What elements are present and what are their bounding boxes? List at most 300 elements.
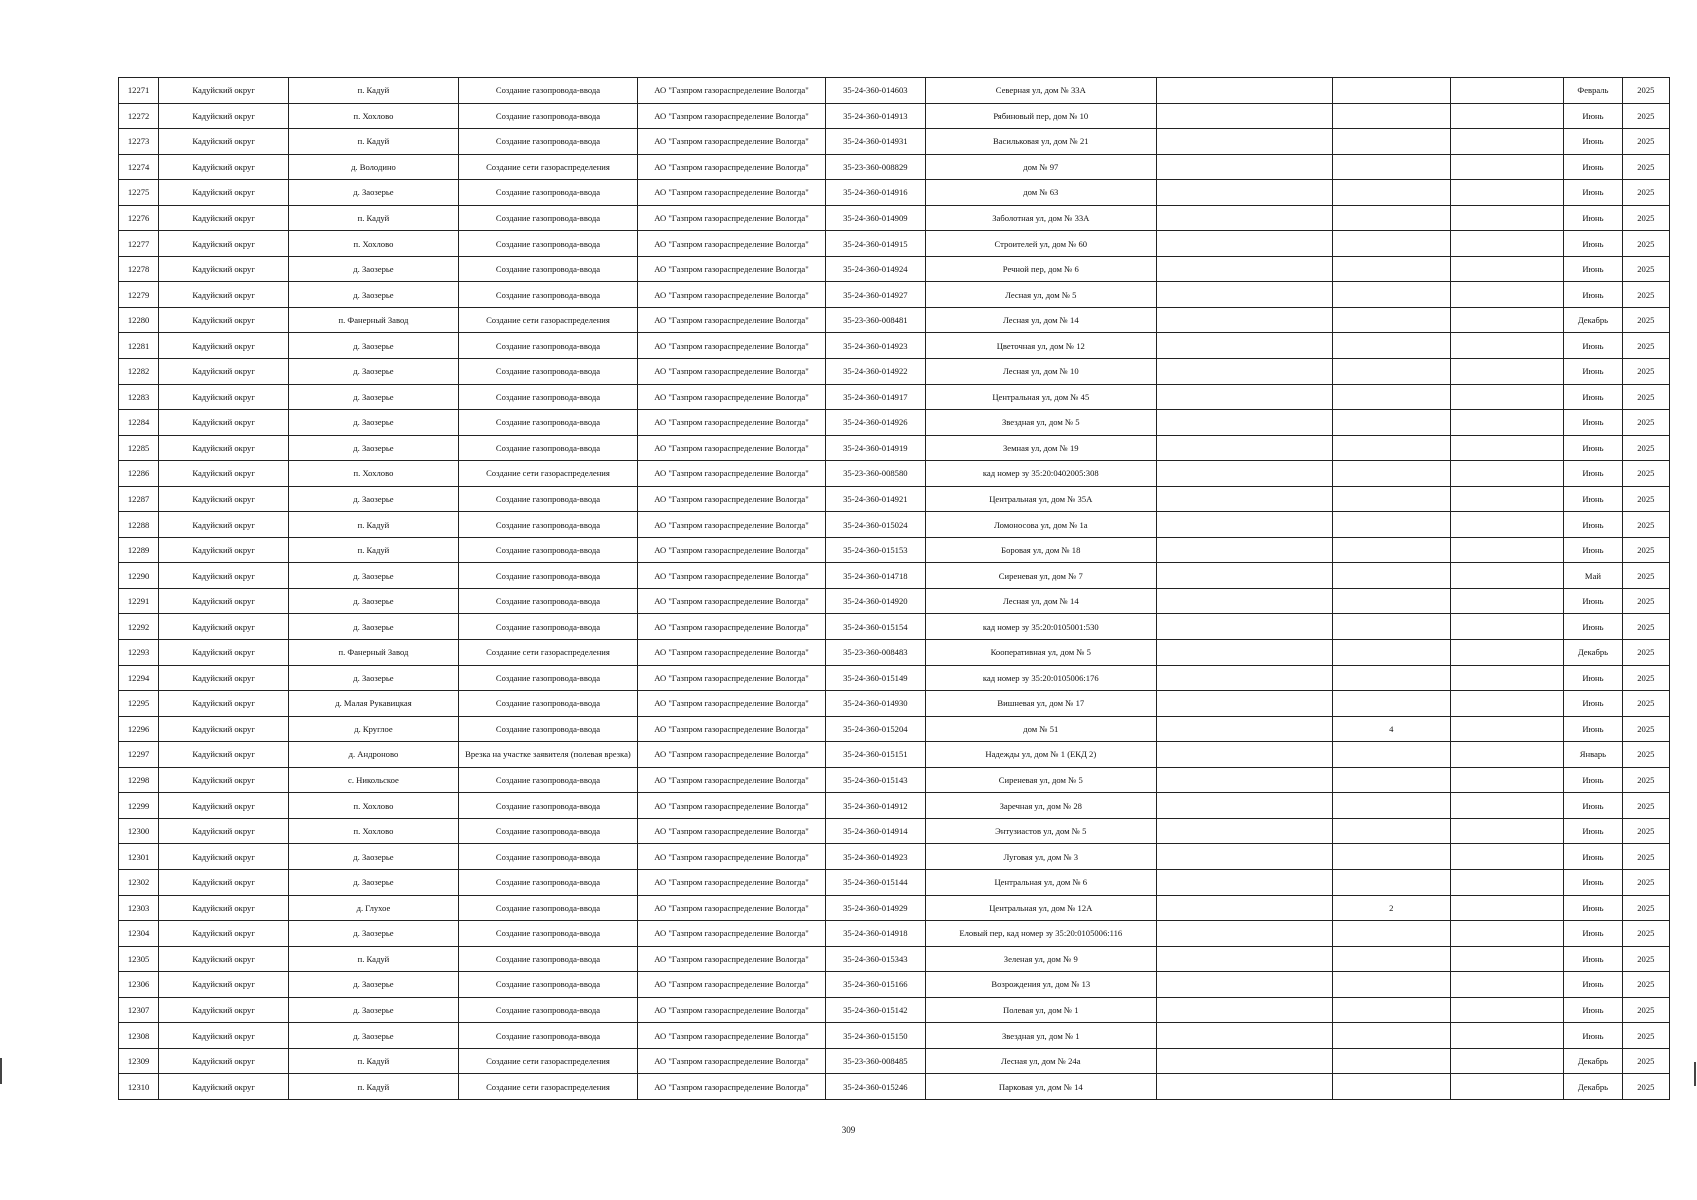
quantity-cell bbox=[1332, 103, 1450, 129]
extra-cell-1 bbox=[1156, 997, 1332, 1023]
row-number: 12289 bbox=[119, 537, 159, 563]
organization-cell: АО "Газпром газораспределение Вологда" bbox=[637, 691, 825, 717]
organization-cell: АО "Газпром газораспределение Вологда" bbox=[637, 895, 825, 921]
quantity-cell bbox=[1332, 435, 1450, 461]
year-cell: 2025 bbox=[1622, 333, 1669, 359]
settlement-cell: д. Заозерье bbox=[288, 359, 458, 385]
year-cell: 2025 bbox=[1622, 614, 1669, 640]
row-number: 12306 bbox=[119, 972, 159, 998]
application-number-cell: 35-24-360-015024 bbox=[826, 512, 926, 538]
organization-cell: АО "Газпром газораспределение Вологда" bbox=[637, 461, 825, 487]
row-number: 12293 bbox=[119, 640, 159, 666]
quantity-cell bbox=[1332, 946, 1450, 972]
extra-cell-2 bbox=[1450, 537, 1564, 563]
table-row bbox=[119, 333, 1670, 359]
extra-cell-1 bbox=[1156, 333, 1332, 359]
organization-cell: АО "Газпром газораспределение Вологда" bbox=[637, 1048, 825, 1074]
quantity-cell bbox=[1332, 537, 1450, 563]
month-cell: Январь bbox=[1564, 742, 1622, 768]
month-cell: Февраль bbox=[1564, 78, 1622, 104]
year-cell: 2025 bbox=[1622, 410, 1669, 436]
month-cell: Июнь bbox=[1564, 333, 1622, 359]
district-cell: Кадуйский округ bbox=[159, 256, 289, 282]
address-cell: Речной пер, дом № 6 bbox=[925, 256, 1156, 282]
settlement-cell: п. Кадуй bbox=[288, 537, 458, 563]
address-cell: Энтузиастов ул, дом № 5 bbox=[925, 818, 1156, 844]
quantity-cell bbox=[1332, 844, 1450, 870]
month-cell: Июнь bbox=[1564, 359, 1622, 385]
settlement-cell: п. Хохлово bbox=[288, 818, 458, 844]
table-row bbox=[119, 921, 1670, 947]
month-cell: Декабрь bbox=[1564, 1048, 1622, 1074]
district-cell: Кадуйский округ bbox=[159, 359, 289, 385]
work-type-cell: Создание сети газораспределения bbox=[458, 1048, 637, 1074]
quantity-cell bbox=[1332, 818, 1450, 844]
settlement-cell: с. Никольское bbox=[288, 767, 458, 793]
extra-cell-1 bbox=[1156, 1048, 1332, 1074]
organization-cell: АО "Газпром газораспределение Вологда" bbox=[637, 716, 825, 742]
application-number-cell: 35-24-360-014718 bbox=[826, 563, 926, 589]
table-row bbox=[119, 691, 1670, 717]
extra-cell-1 bbox=[1156, 921, 1332, 947]
settlement-cell: д. Заозерье bbox=[288, 486, 458, 512]
district-cell: Кадуйский округ bbox=[159, 512, 289, 538]
year-cell: 2025 bbox=[1622, 435, 1669, 461]
quantity-cell bbox=[1332, 256, 1450, 282]
work-type-cell: Создание газопровода-ввода bbox=[458, 767, 637, 793]
month-cell: Июнь bbox=[1564, 103, 1622, 129]
year-cell: 2025 bbox=[1622, 946, 1669, 972]
row-number: 12286 bbox=[119, 461, 159, 487]
settlement-cell: д. Володино bbox=[288, 154, 458, 180]
year-cell: 2025 bbox=[1622, 793, 1669, 819]
extra-cell-1 bbox=[1156, 614, 1332, 640]
organization-cell: АО "Газпром газораспределение Вологда" bbox=[637, 844, 825, 870]
row-number: 12288 bbox=[119, 512, 159, 538]
quantity-cell bbox=[1332, 793, 1450, 819]
table-row bbox=[119, 588, 1670, 614]
table-row bbox=[119, 742, 1670, 768]
table-row bbox=[119, 716, 1670, 742]
settlement-cell: п. Хохлово bbox=[288, 231, 458, 257]
year-cell: 2025 bbox=[1622, 742, 1669, 768]
extra-cell-1 bbox=[1156, 742, 1332, 768]
month-cell: Июнь bbox=[1564, 384, 1622, 410]
quantity-cell bbox=[1332, 1048, 1450, 1074]
application-number-cell: 35-24-360-014927 bbox=[826, 282, 926, 308]
extra-cell-2 bbox=[1450, 129, 1564, 155]
district-cell: Кадуйский округ bbox=[159, 180, 289, 206]
table-row bbox=[119, 461, 1670, 487]
extra-cell-2 bbox=[1450, 767, 1564, 793]
row-number: 12303 bbox=[119, 895, 159, 921]
extra-cell-2 bbox=[1450, 205, 1564, 231]
work-type-cell: Создание газопровода-ввода bbox=[458, 359, 637, 385]
row-number: 12273 bbox=[119, 129, 159, 155]
year-cell: 2025 bbox=[1622, 180, 1669, 206]
table-row bbox=[119, 180, 1670, 206]
district-cell: Кадуйский округ bbox=[159, 103, 289, 129]
settlement-cell: д. Заозерье bbox=[288, 614, 458, 640]
organization-cell: АО "Газпром газораспределение Вологда" bbox=[637, 410, 825, 436]
year-cell: 2025 bbox=[1622, 895, 1669, 921]
row-number: 12287 bbox=[119, 486, 159, 512]
month-cell: Июнь bbox=[1564, 410, 1622, 436]
application-number-cell: 35-24-360-015151 bbox=[826, 742, 926, 768]
row-number: 12302 bbox=[119, 869, 159, 895]
year-cell: 2025 bbox=[1622, 537, 1669, 563]
document-table bbox=[118, 77, 1670, 1100]
work-type-cell: Создание газопровода-ввода bbox=[458, 205, 637, 231]
work-type-cell: Создание газопровода-ввода bbox=[458, 486, 637, 512]
quantity-cell bbox=[1332, 742, 1450, 768]
application-number-cell: 35-24-360-014914 bbox=[826, 818, 926, 844]
quantity-cell bbox=[1332, 1074, 1450, 1100]
year-cell: 2025 bbox=[1622, 716, 1669, 742]
row-number: 12305 bbox=[119, 946, 159, 972]
organization-cell: АО "Газпром газораспределение Вологда" bbox=[637, 180, 825, 206]
year-cell: 2025 bbox=[1622, 691, 1669, 717]
extra-cell-1 bbox=[1156, 818, 1332, 844]
table-row bbox=[119, 946, 1670, 972]
address-cell: Звездная ул, дом № 5 bbox=[925, 410, 1156, 436]
year-cell: 2025 bbox=[1622, 129, 1669, 155]
table-row bbox=[119, 129, 1670, 155]
settlement-cell: п. Кадуй bbox=[288, 129, 458, 155]
application-number-cell: 35-23-360-008483 bbox=[826, 640, 926, 666]
work-type-cell: Создание сети газораспределения bbox=[458, 461, 637, 487]
month-cell: Декабрь bbox=[1564, 640, 1622, 666]
extra-cell-1 bbox=[1156, 1074, 1332, 1100]
district-cell: Кадуйский округ bbox=[159, 1048, 289, 1074]
row-number: 12304 bbox=[119, 921, 159, 947]
settlement-cell: п. Кадуй bbox=[288, 512, 458, 538]
district-cell: Кадуйский округ bbox=[159, 742, 289, 768]
quantity-cell bbox=[1332, 997, 1450, 1023]
work-type-cell: Создание газопровода-ввода bbox=[458, 844, 637, 870]
settlement-cell: д. Заозерье bbox=[288, 410, 458, 436]
application-number-cell: 35-24-360-015143 bbox=[826, 767, 926, 793]
extra-cell-2 bbox=[1450, 997, 1564, 1023]
application-number-cell: 35-24-360-014926 bbox=[826, 410, 926, 436]
month-cell: Июнь bbox=[1564, 997, 1622, 1023]
month-cell: Июнь bbox=[1564, 180, 1622, 206]
organization-cell: АО "Газпром газораспределение Вологда" bbox=[637, 282, 825, 308]
settlement-cell: д. Заозерье bbox=[288, 282, 458, 308]
work-type-cell: Создание газопровода-ввода bbox=[458, 716, 637, 742]
quantity-cell bbox=[1332, 461, 1450, 487]
table-row bbox=[119, 359, 1670, 385]
table-row bbox=[119, 767, 1670, 793]
work-type-cell: Создание газопровода-ввода bbox=[458, 972, 637, 998]
address-cell: Кооперативная ул, дом № 5 bbox=[925, 640, 1156, 666]
application-number-cell: 35-24-360-014913 bbox=[826, 103, 926, 129]
quantity-cell bbox=[1332, 665, 1450, 691]
year-cell: 2025 bbox=[1622, 205, 1669, 231]
organization-cell: АО "Газпром газораспределение Вологда" bbox=[637, 512, 825, 538]
quantity-cell bbox=[1332, 486, 1450, 512]
table-row bbox=[119, 793, 1670, 819]
quantity-cell bbox=[1332, 307, 1450, 333]
quantity-cell bbox=[1332, 384, 1450, 410]
extra-cell-2 bbox=[1450, 742, 1564, 768]
organization-cell: АО "Газпром газораспределение Вологда" bbox=[637, 588, 825, 614]
district-cell: Кадуйский округ bbox=[159, 333, 289, 359]
address-cell: кад номер зу 35:20:0105001:530 bbox=[925, 614, 1156, 640]
extra-cell-2 bbox=[1450, 282, 1564, 308]
year-cell: 2025 bbox=[1622, 512, 1669, 538]
quantity-cell bbox=[1332, 78, 1450, 104]
work-type-cell: Создание сети газораспределения bbox=[458, 154, 637, 180]
district-cell: Кадуйский округ bbox=[159, 461, 289, 487]
table-row bbox=[119, 78, 1670, 104]
quantity-cell bbox=[1332, 512, 1450, 538]
address-cell: Лесная ул, дом № 5 bbox=[925, 282, 1156, 308]
district-cell: Кадуйский округ bbox=[159, 895, 289, 921]
month-cell: Июнь bbox=[1564, 129, 1622, 155]
row-number: 12278 bbox=[119, 256, 159, 282]
year-cell: 2025 bbox=[1622, 921, 1669, 947]
table-row bbox=[119, 640, 1670, 666]
application-number-cell: 35-24-360-014915 bbox=[826, 231, 926, 257]
settlement-cell: д. Заозерье bbox=[288, 384, 458, 410]
application-number-cell: 35-24-360-015166 bbox=[826, 972, 926, 998]
settlement-cell: п. Кадуй bbox=[288, 1074, 458, 1100]
settlement-cell: д. Заозерье bbox=[288, 563, 458, 589]
district-cell: Кадуйский округ bbox=[159, 691, 289, 717]
address-cell: дом № 97 bbox=[925, 154, 1156, 180]
month-cell: Июнь bbox=[1564, 665, 1622, 691]
address-cell: Лесная ул, дом № 24а bbox=[925, 1048, 1156, 1074]
settlement-cell: п. Хохлово bbox=[288, 793, 458, 819]
district-cell: Кадуйский округ bbox=[159, 793, 289, 819]
extra-cell-2 bbox=[1450, 410, 1564, 436]
year-cell: 2025 bbox=[1622, 563, 1669, 589]
table-row bbox=[119, 154, 1670, 180]
table-row bbox=[119, 512, 1670, 538]
address-cell: Лесная ул, дом № 10 bbox=[925, 359, 1156, 385]
table-row bbox=[119, 205, 1670, 231]
extra-cell-1 bbox=[1156, 946, 1332, 972]
table-body bbox=[119, 78, 1670, 1100]
extra-cell-2 bbox=[1450, 640, 1564, 666]
row-number: 12295 bbox=[119, 691, 159, 717]
table-row bbox=[119, 895, 1670, 921]
month-cell: Июнь bbox=[1564, 231, 1622, 257]
quantity-cell bbox=[1332, 972, 1450, 998]
extra-cell-2 bbox=[1450, 869, 1564, 895]
settlement-cell: п. Фанерный Завод bbox=[288, 307, 458, 333]
application-number-cell: 35-24-360-015144 bbox=[826, 869, 926, 895]
organization-cell: АО "Газпром газораспределение Вологда" bbox=[637, 742, 825, 768]
year-cell: 2025 bbox=[1622, 640, 1669, 666]
scan-edge-mark bbox=[0, 1058, 2, 1084]
district-cell: Кадуйский округ bbox=[159, 844, 289, 870]
year-cell: 2025 bbox=[1622, 997, 1669, 1023]
extra-cell-2 bbox=[1450, 486, 1564, 512]
settlement-cell: п. Кадуй bbox=[288, 205, 458, 231]
extra-cell-1 bbox=[1156, 767, 1332, 793]
district-cell: Кадуйский округ bbox=[159, 282, 289, 308]
scan-edge-mark bbox=[1694, 1062, 1696, 1086]
extra-cell-1 bbox=[1156, 793, 1332, 819]
work-type-cell: Создание газопровода-ввода bbox=[458, 282, 637, 308]
settlement-cell: д. Круглое bbox=[288, 716, 458, 742]
row-number: 12310 bbox=[119, 1074, 159, 1100]
address-cell: Сиреневая ул, дом № 7 bbox=[925, 563, 1156, 589]
district-cell: Кадуйский округ bbox=[159, 588, 289, 614]
work-type-cell: Создание газопровода-ввода bbox=[458, 997, 637, 1023]
extra-cell-1 bbox=[1156, 716, 1332, 742]
settlement-cell: п. Кадуй bbox=[288, 78, 458, 104]
year-cell: 2025 bbox=[1622, 972, 1669, 998]
address-cell: Северная ул, дом № 33А bbox=[925, 78, 1156, 104]
year-cell: 2025 bbox=[1622, 307, 1669, 333]
application-number-cell: 35-24-360-015142 bbox=[826, 997, 926, 1023]
extra-cell-1 bbox=[1156, 154, 1332, 180]
organization-cell: АО "Газпром газораспределение Вологда" bbox=[637, 818, 825, 844]
month-cell: Июнь bbox=[1564, 1023, 1622, 1049]
extra-cell-1 bbox=[1156, 537, 1332, 563]
application-number-cell: 35-24-360-014916 bbox=[826, 180, 926, 206]
address-cell: Луговая ул, дом № 3 bbox=[925, 844, 1156, 870]
extra-cell-1 bbox=[1156, 512, 1332, 538]
application-number-cell: 35-24-360-014931 bbox=[826, 129, 926, 155]
district-cell: Кадуйский округ bbox=[159, 640, 289, 666]
row-number: 12272 bbox=[119, 103, 159, 129]
year-cell: 2025 bbox=[1622, 359, 1669, 385]
month-cell: Июнь bbox=[1564, 435, 1622, 461]
extra-cell-1 bbox=[1156, 384, 1332, 410]
month-cell: Июнь bbox=[1564, 486, 1622, 512]
address-cell: Надежды ул, дом № 1 (ЕКД 2) bbox=[925, 742, 1156, 768]
work-type-cell: Создание газопровода-ввода bbox=[458, 333, 637, 359]
extra-cell-2 bbox=[1450, 665, 1564, 691]
table-row bbox=[119, 1074, 1670, 1100]
address-cell: кад номер зу 35:20:0105006:176 bbox=[925, 665, 1156, 691]
organization-cell: АО "Газпром газораспределение Вологда" bbox=[637, 972, 825, 998]
district-cell: Кадуйский округ bbox=[159, 972, 289, 998]
quantity-cell: 4 bbox=[1332, 716, 1450, 742]
table-row bbox=[119, 486, 1670, 512]
extra-cell-1 bbox=[1156, 1023, 1332, 1049]
application-number-cell: 35-24-360-015150 bbox=[826, 1023, 926, 1049]
address-cell: Боровая ул, дом № 18 bbox=[925, 537, 1156, 563]
extra-cell-1 bbox=[1156, 972, 1332, 998]
district-cell: Кадуйский округ bbox=[159, 767, 289, 793]
table-row bbox=[119, 972, 1670, 998]
month-cell: Июнь bbox=[1564, 818, 1622, 844]
application-number-cell: 35-23-360-008580 bbox=[826, 461, 926, 487]
month-cell: Июнь bbox=[1564, 946, 1622, 972]
work-type-cell: Создание газопровода-ввода bbox=[458, 384, 637, 410]
table-row bbox=[119, 997, 1670, 1023]
quantity-cell bbox=[1332, 231, 1450, 257]
address-cell: дом № 51 bbox=[925, 716, 1156, 742]
extra-cell-2 bbox=[1450, 1048, 1564, 1074]
address-cell: Лесная ул, дом № 14 bbox=[925, 588, 1156, 614]
address-cell: Земная ул, дом № 19 bbox=[925, 435, 1156, 461]
quantity-cell bbox=[1332, 691, 1450, 717]
row-number: 12274 bbox=[119, 154, 159, 180]
row-number: 12279 bbox=[119, 282, 159, 308]
address-cell: Ломоносова ул, дом № 1а bbox=[925, 512, 1156, 538]
table-row bbox=[119, 103, 1670, 129]
year-cell: 2025 bbox=[1622, 1048, 1669, 1074]
settlement-cell: д. Заозерье bbox=[288, 972, 458, 998]
application-number-cell: 35-24-360-015154 bbox=[826, 614, 926, 640]
row-number: 12309 bbox=[119, 1048, 159, 1074]
extra-cell-2 bbox=[1450, 333, 1564, 359]
application-number-cell: 35-24-360-014917 bbox=[826, 384, 926, 410]
year-cell: 2025 bbox=[1622, 767, 1669, 793]
extra-cell-2 bbox=[1450, 895, 1564, 921]
settlement-cell: д. Заозерье bbox=[288, 256, 458, 282]
extra-cell-2 bbox=[1450, 512, 1564, 538]
month-cell: Июнь bbox=[1564, 614, 1622, 640]
district-cell: Кадуйский округ bbox=[159, 614, 289, 640]
extra-cell-2 bbox=[1450, 461, 1564, 487]
table-row bbox=[119, 614, 1670, 640]
extra-cell-1 bbox=[1156, 869, 1332, 895]
month-cell: Июнь bbox=[1564, 205, 1622, 231]
settlement-cell: д. Заозерье bbox=[288, 435, 458, 461]
extra-cell-1 bbox=[1156, 895, 1332, 921]
table-row bbox=[119, 256, 1670, 282]
application-number-cell: 35-24-360-015204 bbox=[826, 716, 926, 742]
extra-cell-2 bbox=[1450, 78, 1564, 104]
application-number-cell: 35-24-360-014912 bbox=[826, 793, 926, 819]
extra-cell-2 bbox=[1450, 435, 1564, 461]
extra-cell-1 bbox=[1156, 256, 1332, 282]
row-number: 12276 bbox=[119, 205, 159, 231]
table-row bbox=[119, 844, 1670, 870]
quantity-cell bbox=[1332, 588, 1450, 614]
year-cell: 2025 bbox=[1622, 256, 1669, 282]
extra-cell-2 bbox=[1450, 716, 1564, 742]
work-type-cell: Создание газопровода-ввода bbox=[458, 665, 637, 691]
settlement-cell: д. Андроново bbox=[288, 742, 458, 768]
settlement-cell: д. Заозерье bbox=[288, 180, 458, 206]
address-cell: Центральная ул, дом № 6 bbox=[925, 869, 1156, 895]
row-number: 12301 bbox=[119, 844, 159, 870]
extra-cell-1 bbox=[1156, 461, 1332, 487]
address-cell: Лесная ул, дом № 14 bbox=[925, 307, 1156, 333]
row-number: 12296 bbox=[119, 716, 159, 742]
application-number-cell: 35-24-360-014918 bbox=[826, 921, 926, 947]
extra-cell-2 bbox=[1450, 1074, 1564, 1100]
extra-cell-2 bbox=[1450, 231, 1564, 257]
application-number-cell: 35-24-360-014924 bbox=[826, 256, 926, 282]
settlement-cell: п. Хохлово bbox=[288, 103, 458, 129]
settlement-cell: п. Хохлово bbox=[288, 461, 458, 487]
application-number-cell: 35-24-360-015343 bbox=[826, 946, 926, 972]
year-cell: 2025 bbox=[1622, 1074, 1669, 1100]
application-number-cell: 35-24-360-015153 bbox=[826, 537, 926, 563]
month-cell: Декабрь bbox=[1564, 1074, 1622, 1100]
address-cell: Цветочная ул, дом № 12 bbox=[925, 333, 1156, 359]
extra-cell-1 bbox=[1156, 307, 1332, 333]
quantity-cell bbox=[1332, 359, 1450, 385]
application-number-cell: 35-24-360-014920 bbox=[826, 588, 926, 614]
address-cell: Вишневая ул, дом № 17 bbox=[925, 691, 1156, 717]
row-number: 12294 bbox=[119, 665, 159, 691]
extra-cell-2 bbox=[1450, 972, 1564, 998]
extra-cell-1 bbox=[1156, 359, 1332, 385]
row-number: 12298 bbox=[119, 767, 159, 793]
district-cell: Кадуйский округ bbox=[159, 307, 289, 333]
extra-cell-1 bbox=[1156, 691, 1332, 717]
